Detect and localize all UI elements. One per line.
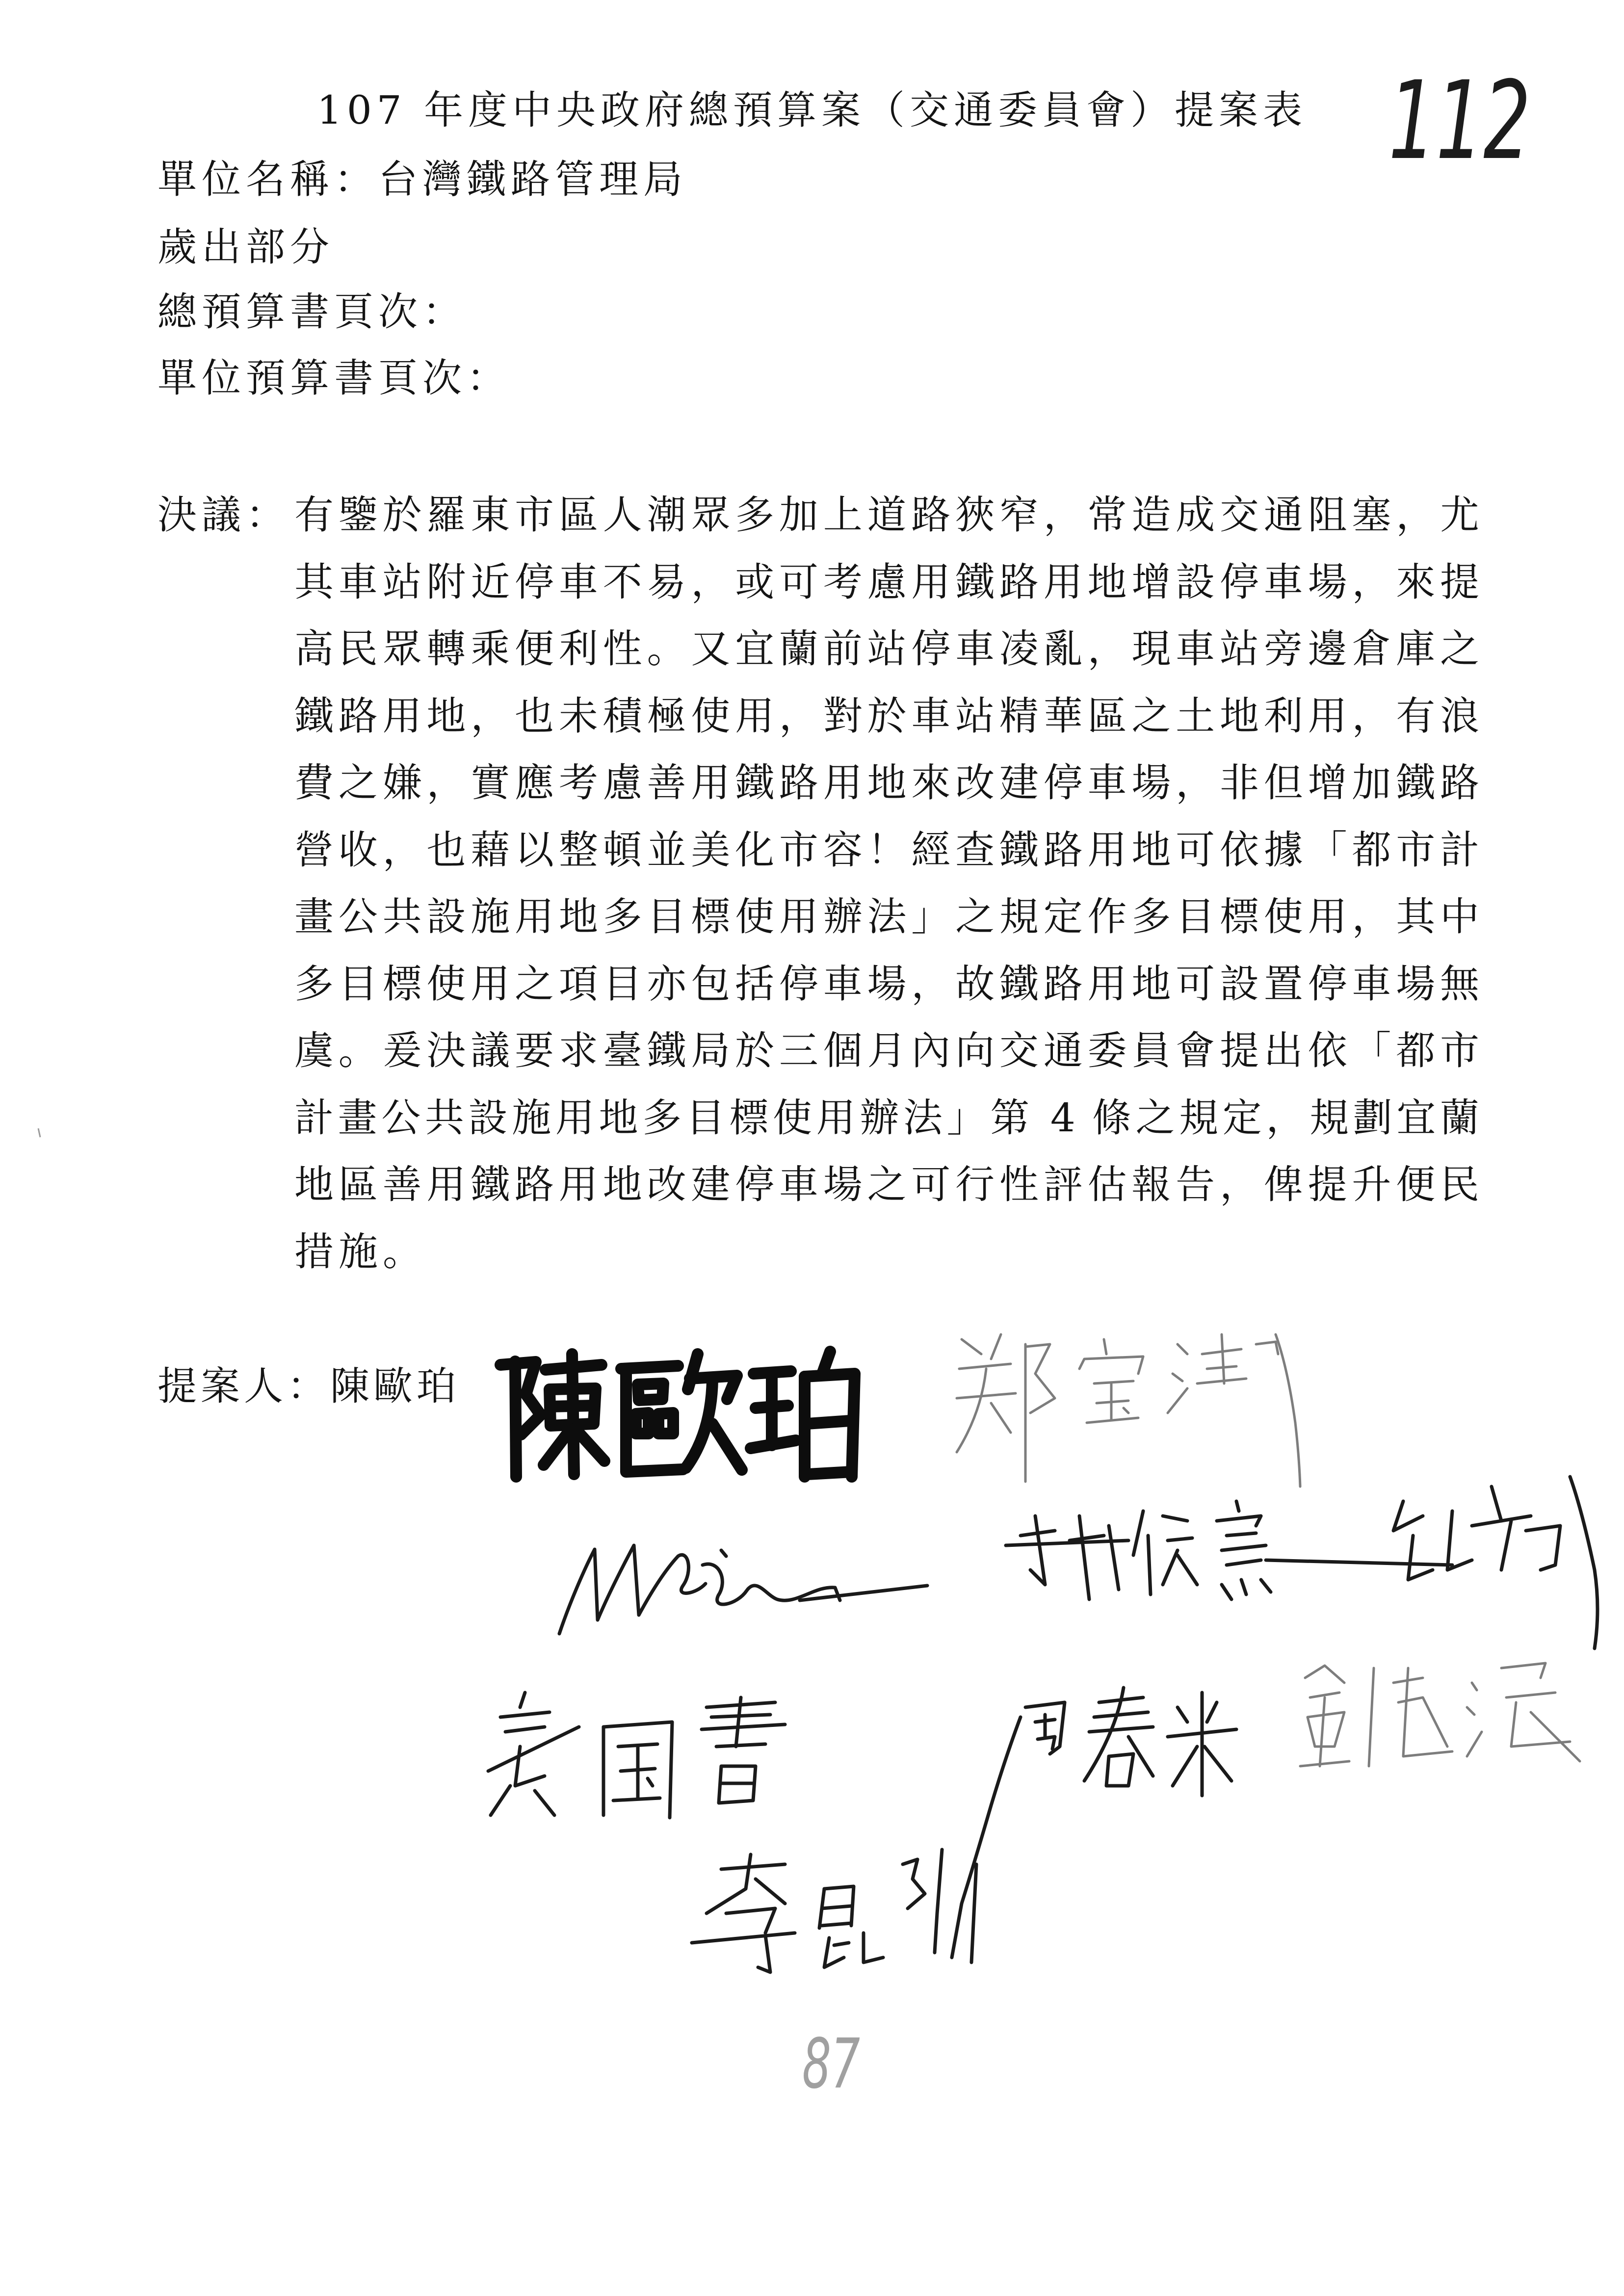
cosigner-signature-7: [692, 1850, 976, 1972]
cosigner-signature-2: [559, 1545, 927, 1634]
cosigner-signature-3: [1006, 1477, 1598, 1648]
cosigner-signature-1: [957, 1334, 1300, 1487]
resolution-line: 多目標使用之項目亦包括停車場，故鐵路用地可設置停車場無: [294, 961, 1479, 1007]
handwritten-page-mark: 112: [1388, 58, 1531, 183]
resolution-line: 其車站附近停車不易，或可考慮用鐵路用地增設停車場，來提: [294, 559, 1479, 605]
proposer-name: 陳歐珀: [330, 1363, 460, 1409]
resolution-line: 地區善用鐵路用地改建停車場之可行性評估報告，俾提升便民: [294, 1162, 1479, 1207]
unit-name-value: 台灣鐵路管理局: [378, 157, 687, 202]
general-budget-page-field: 總預算書頁次：: [157, 289, 467, 335]
resolution-line: 計畫公共設施用地多目標使用辦法」第 4 條之規定，規劃宜蘭: [294, 1095, 1479, 1141]
scan-mark: [38, 1128, 40, 1137]
proposer-label: 提案人：: [157, 1363, 330, 1409]
resolution-label: 決議：: [157, 492, 290, 538]
resolution-line: 營收，也藉以整頓並美化市容！經查鐵路用地可依據「都市計: [294, 827, 1479, 873]
resolution-line: 高民眾轉乘便利性。又宜蘭前站停車凌亂，現車站旁邊倉庫之: [294, 626, 1479, 672]
resolution-line: 鐵路用地，也未積極使用，對於車站精華區之土地利用，有浪: [294, 693, 1479, 739]
cosigner-signature-6: [1300, 1663, 1580, 1766]
proposer-signature: [500, 1352, 855, 1477]
unit-budget-page-field: 單位預算書頁次：: [157, 355, 511, 401]
budget-section: 歲出部分: [157, 224, 334, 270]
unit-name-label: 單位名稱：: [157, 157, 378, 202]
handwritten-page-number: 87: [802, 2024, 860, 2104]
resolution-line: 虞。爰決議要求臺鐵局於三個月內向交通委員會提出依「都市: [294, 1028, 1479, 1073]
document-title: 107 年度中央政府總預算案（交通委員會）提案表: [316, 87, 1308, 133]
cosigner-signature-5: [952, 1688, 1236, 1957]
resolution-line: 畫公共設施用地多目標使用辦法」之規定作多目標使用，其中: [294, 894, 1479, 939]
resolution-line: 有鑒於羅東市區人潮眾多加上道路狹窄，常造成交通阻塞，尤: [294, 492, 1479, 538]
cosigner-signature-4: [488, 1693, 785, 1818]
resolution-line: 措施。: [294, 1229, 427, 1275]
resolution-line: 費之嫌，實應考慮善用鐵路用地來改建停車場，非但增加鐵路: [294, 760, 1479, 806]
